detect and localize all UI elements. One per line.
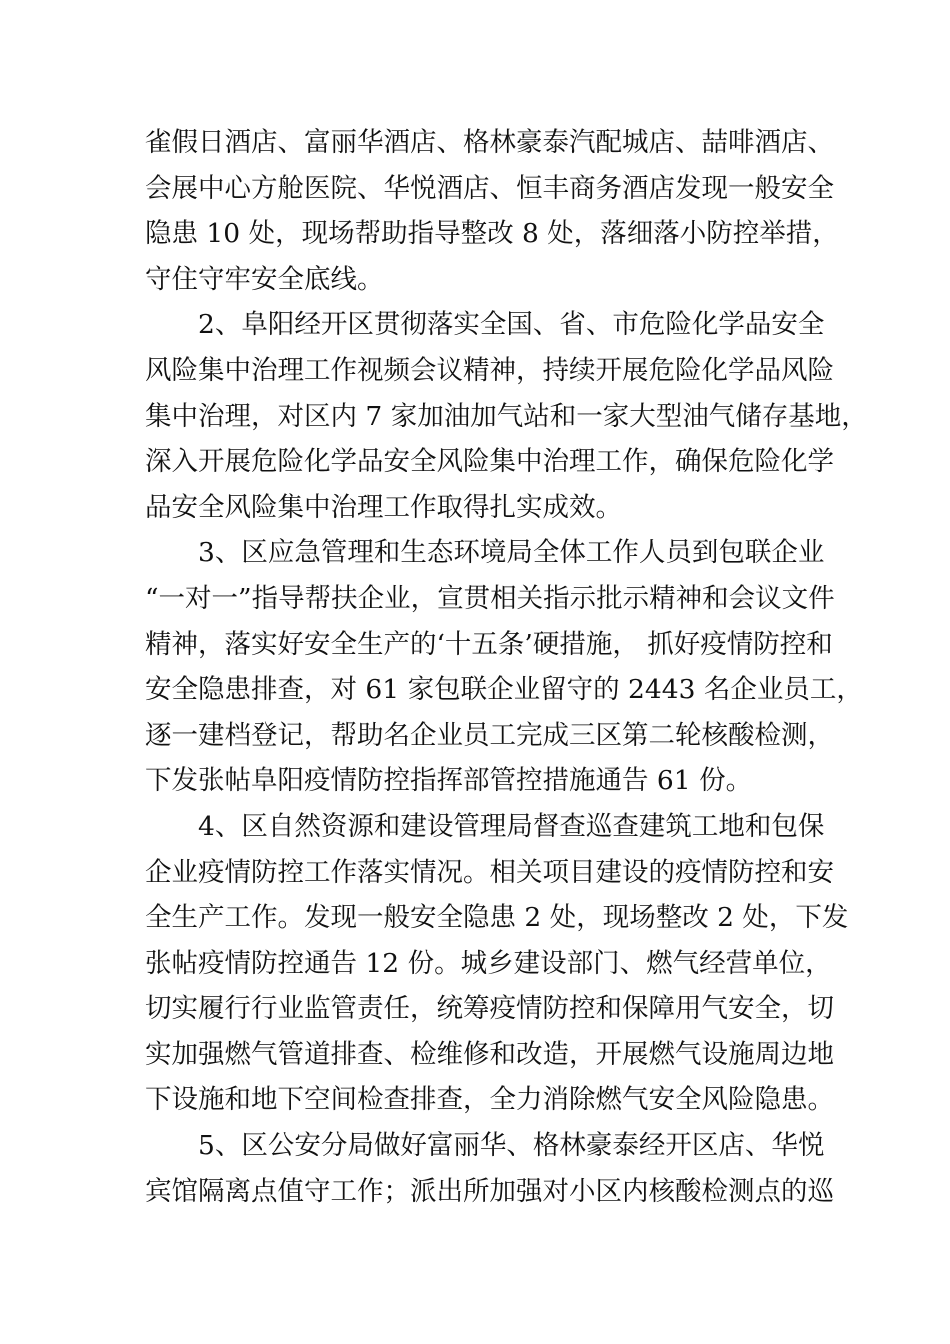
- text-line: 品安全风险集中治理工作取得扎实成效。: [145, 491, 622, 523]
- text-line: 安全隐患排查，对 61 家包联企业留守的 2443 名企业员工，: [145, 674, 863, 706]
- text-line: 逐一建档登记，帮助名企业员工完成三区第二轮核酸检测，: [145, 719, 834, 751]
- text-line: 守住守牢安全底线。: [145, 263, 384, 295]
- text-line: 下设施和地下空间检查排查，全力消除燃气安全风险隐患。: [145, 1084, 834, 1116]
- text-line: 集中治理，对区内 7 家加油加气站和一家大型油气储存基地，: [145, 400, 868, 432]
- text-line: 风险集中治理工作视频会议精神，持续开展危险化学品风险: [145, 354, 834, 386]
- paragraph-5-first-line: 5、区公安分局做好富丽华、格林豪泰经开区店、华悦: [198, 1130, 825, 1162]
- paragraph-2-first-line: 2、阜阳经开区贯彻落实全国、省、市危险化学品安全: [198, 309, 825, 341]
- text-line: 企业疫情防控工作落实情况。相关项目建设的疫情防控和安: [145, 856, 834, 888]
- text-line: 张帖疫情防控通告 12 份。城乡建设部门、燃气经营单位，: [145, 947, 832, 979]
- text-line: 隐患 10 处，现场帮助指导整改 8 处，落细落小防控举措，: [145, 218, 839, 250]
- text-line: 实加强燃气管道排查、检维修和改造，开展燃气设施周边地: [145, 1038, 834, 1070]
- document-body: [145, 120, 868, 1214]
- text-line: 下发张帖阜阳疫情防控指挥部管控措施通告 61 份。: [145, 765, 753, 797]
- text-line: “一对一”指导帮扶企业，宣贯相关指示批示精神和会议文件: [145, 582, 835, 614]
- text-line: 会展中心方舱医院、华悦酒店、恒丰商务酒店发现一般安全: [145, 172, 834, 204]
- text-line: 雀假日酒店、富丽华酒店、格林豪泰汽配城店、喆啡酒店、: [145, 127, 834, 158]
- text-line: 宾馆隔离点值守工作；派出所加强对小区内核酸检测点的巡: [145, 1175, 834, 1207]
- text-line: 全生产工作。发现一般安全隐患 2 处，现场整改 2 处，下发: [145, 902, 849, 934]
- paragraph-3-first-line: 3、区应急管理和生态环境局全体工作人员到包联企业: [198, 537, 825, 569]
- paragraph-4-first-line: 4、区自然资源和建设管理局督查巡查建筑工地和包保: [198, 810, 825, 842]
- text-line: 深入开展危险化学品安全风险集中治理工作，确保危险化学: [145, 446, 834, 478]
- text-line: 精神，落实好安全生产的‘十五条’硬措施， 抓好疫情防控和: [145, 628, 833, 660]
- text-line: 切实履行行业监管责任，统筹疫情防控和保障用气安全，切: [145, 993, 834, 1025]
